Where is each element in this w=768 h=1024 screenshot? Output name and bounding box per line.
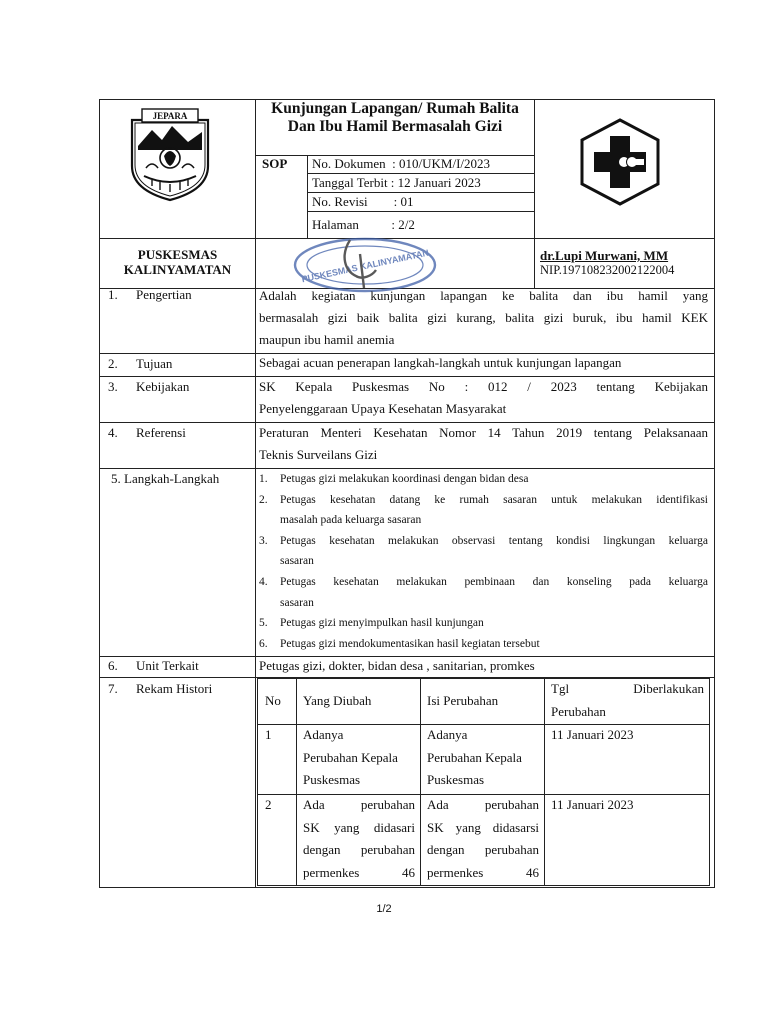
document-title: Kunjungan Lapangan/ Rumah Balita Dan Ibu Hamil Bermasalah Gizi bbox=[271, 100, 519, 135]
organization-line-2: KALINYAMATAN bbox=[123, 262, 232, 277]
section-title: Kebijakan bbox=[136, 379, 190, 394]
step-item bbox=[259, 613, 708, 634]
text-line: Teknis Surveilans Gizi bbox=[259, 447, 378, 462]
text-line: Perubahan Kepala bbox=[427, 749, 522, 765]
organization-line-1: PUSKESMAS bbox=[137, 247, 218, 262]
history-header-content: Isi Perubahan bbox=[427, 693, 499, 708]
history-row-2-content bbox=[427, 794, 539, 884]
history-header-date-line-2: Perubahan bbox=[551, 703, 606, 719]
page-number: 1/2 bbox=[376, 903, 392, 915]
step-text: masalah pada keluarga sasaran bbox=[280, 514, 422, 527]
section-title: Pengertian bbox=[136, 287, 192, 302]
text-line: Sebagai acuan penerapan langkah-langkah untuk kunjungan lapangan bbox=[259, 355, 622, 370]
issue-date: Tanggal Terbit : 12 Januari 2023 bbox=[312, 175, 481, 190]
signatory-name: dr.Lupi Murwani, MM bbox=[540, 248, 669, 263]
step-text: Petugas kesehatan melakukan observasi tentang kondisi lingkungan keluarga bbox=[280, 534, 708, 547]
step-item bbox=[259, 634, 708, 655]
label-column-divider bbox=[255, 288, 256, 888]
history-header-effective-date bbox=[551, 678, 704, 723]
section-number: 2. bbox=[108, 356, 118, 371]
history-row-2-no: 2 bbox=[265, 797, 272, 812]
history-row-1-no: 1 bbox=[265, 727, 272, 742]
history-header-date-line-1: Tgl Diberlakukan bbox=[551, 681, 704, 696]
section-label-pengertian bbox=[108, 287, 192, 303]
history-row-1-content bbox=[427, 724, 539, 792]
text-line: Adanya bbox=[303, 727, 344, 742]
history-row-1-changed bbox=[303, 724, 415, 792]
text-line: Petugas gizi, dokter, bidan desa , sanitarian, promkes bbox=[259, 658, 535, 673]
section-label-langkah bbox=[111, 471, 219, 487]
section-title: Unit Terkait bbox=[136, 658, 199, 673]
puskesmas-health-logo bbox=[578, 118, 662, 206]
stamp-text: PUSKESMAS KALINYAMATAN bbox=[300, 247, 430, 285]
section-label-tujuan bbox=[108, 356, 172, 372]
history-row-2-changed bbox=[303, 794, 415, 884]
step-number: 2. bbox=[259, 493, 268, 506]
doc-row-line bbox=[307, 173, 534, 174]
step-number: 3. bbox=[259, 534, 268, 547]
pengertian-text bbox=[259, 285, 708, 351]
step-text: Petugas gizi menyimpulkan hasil kunjungan bbox=[280, 617, 484, 630]
history-col-line bbox=[420, 678, 421, 886]
text-line: dengan perubahan bbox=[303, 842, 415, 857]
header-divider-right bbox=[534, 99, 535, 289]
signatory-nip: NIP.197108232002122004 bbox=[540, 263, 675, 277]
section-number: 4. bbox=[108, 425, 118, 440]
step-text: Petugas kesehatan melakukan pembinaan dan konseling pada keluarga bbox=[280, 575, 708, 588]
text-line: Perubahan Kepala bbox=[303, 749, 398, 765]
step-text: Petugas gizi melakukan koordinasi dengan bidan desa bbox=[280, 473, 529, 485]
step-text: sasaran bbox=[280, 555, 314, 568]
doc-row-line bbox=[307, 192, 534, 193]
tujuan-text bbox=[259, 352, 708, 374]
text-line: dengan perubahan bbox=[427, 842, 539, 857]
text-line: bermasalah gizi baik balita gizi kurang, balita gizi buruk, ibu hamil KEK bbox=[259, 310, 708, 325]
history-col-line bbox=[544, 678, 545, 886]
history-col-line bbox=[296, 678, 297, 886]
step-number: 1. bbox=[259, 473, 268, 485]
jepara-logo-label: JEPARA bbox=[152, 111, 188, 121]
section-label-rekam-histori bbox=[108, 681, 212, 697]
section-title: Referensi bbox=[136, 425, 186, 440]
sop-divider bbox=[307, 155, 308, 238]
text-line: Adanya bbox=[427, 727, 468, 742]
text-line: SK yang didasarsi bbox=[427, 819, 539, 835]
step-text: sasaran bbox=[280, 596, 314, 609]
step-item bbox=[259, 469, 708, 490]
section-number: 1. bbox=[108, 287, 118, 302]
document-number: No. Dokumen : 010/UKM/I/2023 bbox=[312, 156, 491, 171]
procedure-steps bbox=[259, 469, 708, 654]
text-line: SK Kepala Puskesmas No : 012 / 2023 tentang Kebijakan bbox=[259, 379, 708, 394]
text-line: Adalah kegiatan kunjungan lapangan ke balita dan ibu hamil yang bbox=[259, 288, 708, 303]
text-line: permenkes 46 bbox=[303, 864, 415, 880]
text-line: Puskesmas bbox=[427, 772, 485, 787]
step-item bbox=[259, 490, 708, 531]
section-number: 3. bbox=[108, 379, 118, 394]
text-line: SK yang didasari bbox=[303, 819, 415, 835]
history-row-1-date: 11 Januari 2023 bbox=[551, 727, 634, 742]
step-item bbox=[259, 572, 708, 613]
section-label-referensi bbox=[108, 425, 186, 441]
section-title: Tujuan bbox=[136, 356, 173, 371]
step-number: 6. bbox=[259, 637, 268, 650]
text-line: maupun ibu hamil anemia bbox=[259, 332, 395, 347]
section-title: Langkah-Langkah bbox=[124, 471, 220, 486]
step-item bbox=[259, 531, 708, 572]
text-line: Ada perubahan bbox=[303, 797, 415, 812]
kebijakan-text bbox=[259, 376, 708, 420]
text-line: Penyelenggaraan Upaya Kesehatan Masyarakat bbox=[259, 401, 507, 416]
section-number: 7. bbox=[108, 681, 118, 696]
step-text: Petugas kesehatan datang ke rumah sasaran untuk melakukan identifikasi bbox=[280, 493, 708, 506]
history-header-no: No bbox=[265, 693, 281, 708]
text-line: Ada perubahan bbox=[427, 797, 539, 812]
history-row-2-date: 11 Januari 2023 bbox=[551, 797, 634, 812]
revision-number: No. Revisi : 01 bbox=[312, 194, 414, 209]
referensi-text bbox=[259, 422, 708, 466]
text-line: permenkes 46 bbox=[427, 864, 539, 880]
step-text: Petugas gizi mendokumentasikan hasil kegiatan tersebut bbox=[280, 637, 540, 650]
history-header-changed: Yang Diubah bbox=[303, 693, 372, 708]
text-line: Puskesmas bbox=[303, 772, 361, 787]
step-number: 4. bbox=[259, 575, 268, 588]
section-label-kebijakan bbox=[108, 379, 189, 395]
jepara-regency-logo bbox=[128, 106, 212, 202]
step-number: 5. bbox=[259, 617, 268, 630]
page-info: Halaman : 2/2 bbox=[312, 217, 415, 232]
text-line: Peraturan Menteri Kesehatan Nomor 14 Tahun 2019 tentang Pelaksanaan bbox=[259, 425, 708, 440]
unit-terkait-text bbox=[259, 655, 708, 677]
organization-name bbox=[100, 247, 255, 277]
section-number: 6. bbox=[108, 658, 118, 673]
sop-label: SOP bbox=[262, 156, 288, 171]
section-title: Rekam Histori bbox=[136, 681, 213, 696]
section-label-unit-terkait bbox=[108, 658, 199, 674]
section-number: 5. bbox=[111, 471, 121, 486]
doc-row-line bbox=[307, 211, 534, 212]
